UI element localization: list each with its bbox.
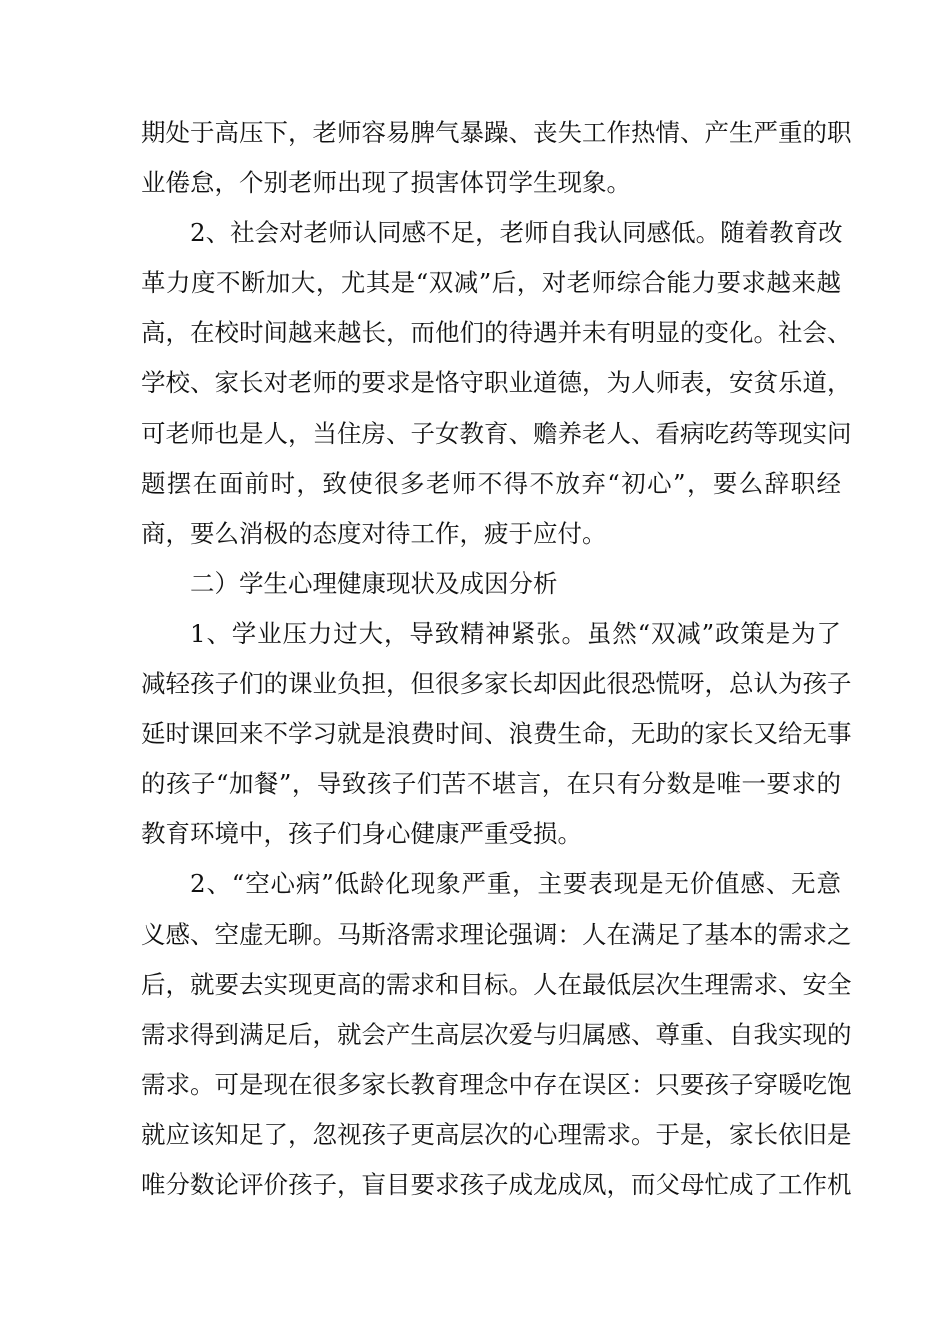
text-line: 后，就要去实现更高的需求和目标。人在最低层次生理需求、安全 bbox=[141, 969, 852, 999]
text-line: 需求。可是现在很多家长教育理念中存在误区：只要孩子穿暖吃饱 bbox=[141, 1069, 852, 1099]
text-line: 2、社会对老师认同感不足，老师自我认同感低。随着教育改 bbox=[190, 218, 843, 248]
section-heading: 二）学生心理健康现状及成因分析 bbox=[190, 568, 558, 598]
text-line: 减轻孩子们的课业负担，但很多家长却因此很恐慌呀，总认为孩子 bbox=[141, 669, 852, 699]
text-line: 延时课回来不学习就是浪费时间、浪费生命，无助的家长又给无事 bbox=[141, 719, 852, 749]
text-line: 义感、空虚无聊。马斯洛需求理论强调：人在满足了基本的需求之 bbox=[141, 919, 852, 949]
text-line: 的孩子“加餐”，导致孩子们苦不堪言，在只有分数是唯一要求的 bbox=[141, 769, 841, 799]
text-line: 高，在校时间越来越长，而他们的待遇并未有明显的变化。社会、 bbox=[141, 318, 852, 348]
text-line: 业倦怠，个别老师出现了损害体罚学生现象。 bbox=[141, 168, 631, 198]
text-line: 商，要么消极的态度对待工作，疲于应付。 bbox=[141, 518, 607, 548]
text-line: 可老师也是人，当住房、子女教育、赡养老人、看病吃药等现实问 bbox=[141, 418, 852, 448]
text-line: 唯分数论评价孩子，盲目要求孩子成龙成凤，而父母忙成了工作机 bbox=[141, 1169, 852, 1199]
text-line: 教育环境中，孩子们身心健康严重受损。 bbox=[141, 819, 582, 849]
text-line: 1、学业压力过大，导致精神紧张。虽然“双减”政策是为了 bbox=[190, 618, 841, 648]
document-body bbox=[141, 108, 852, 1210]
text-line: 题摆在面前时，致使很多老师不得不放弃“初心”，要么辞职经 bbox=[141, 468, 841, 498]
text-line: 学校、家长对老师的要求是恪守职业道德，为人师表，安贫乐道， bbox=[141, 368, 852, 398]
text-line: 期处于高压下，老师容易脾气暴躁、丧失工作热情、产生严重的职 bbox=[141, 118, 852, 147]
text-line: 就应该知足了，忽视孩子更高层次的心理需求。于是，家长依旧是 bbox=[141, 1119, 852, 1149]
text-line: 革力度不断加大，尤其是“双减”后，对老师综合能力要求越来越 bbox=[141, 268, 841, 298]
text-line: 需求得到满足后，就会产生高层次爱与归属感、尊重、自我实现的 bbox=[141, 1019, 852, 1049]
text-line: 2、“空心病”低龄化现象严重，主要表现是无价值感、无意 bbox=[190, 869, 841, 899]
